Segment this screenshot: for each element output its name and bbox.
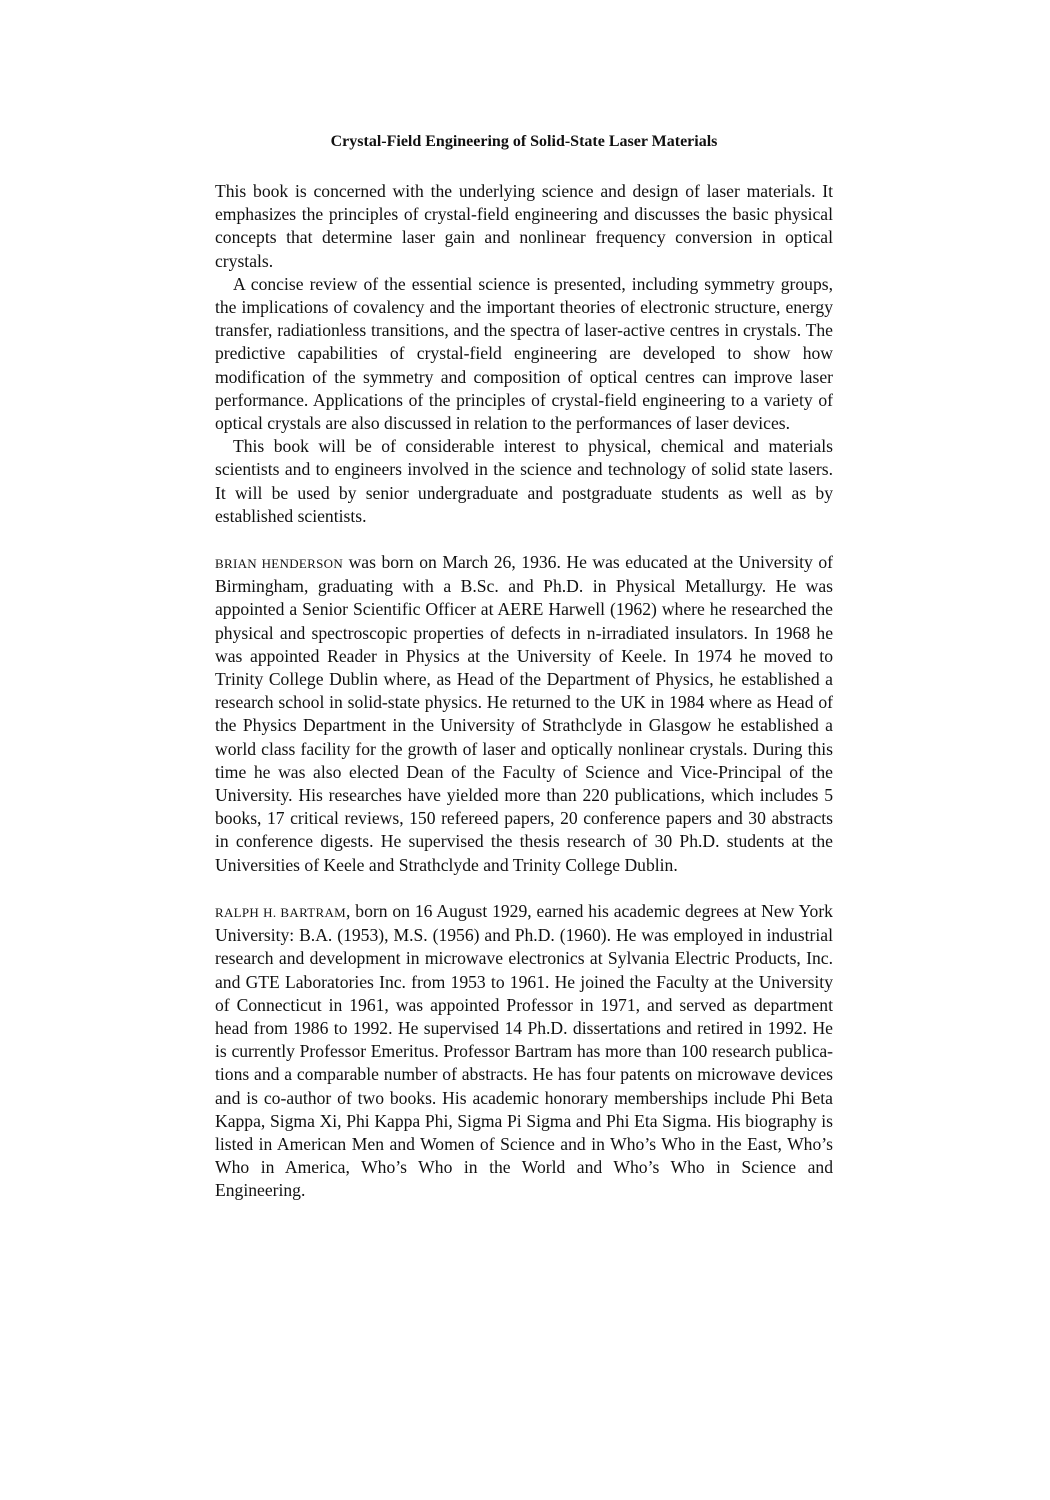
book-blurb-page (215, 130, 833, 1203)
author-bio-text: was born on March 26, 1936. He was educated at the University of Birmingham, graduating with a B.Sc. and Ph.D. in Physical Metallurgy. He was appointed a Senior Scientific Officer at AERE Harwell (1962) where he researched the physical and spectroscopic properties of defects in n-irradiated insulators. In 1968 he was appointed Reader in Physics at the University of Keele. In 1974 he moved to Trinity College Dublin where, as Head of the Department of Physics, he established a research school in solid-state physics. He returned to the UK in 1984 where as Head of the Physics Department in the University of Strathclyde in Glasgow he established a world class facility for the growth of laser and optically nonlinear crystals. During this time he was also elected Dean of the Faculty of Science and Vice-Principal of the University. His researches have yielded more than 220 publications, which includes 5 books, 17 critical reviews, 150 refereed papers, 20 conference papers and 30 abstracts in conference digests. He supervised the thesis research of 30 Ph.D. students at the Universities of Keele and Strathclyde and Trinity College Dublin. (215, 552, 833, 875)
author-name: RALPH H. BARTRAM (215, 904, 347, 920)
description-paragraph-3: This book will be of considerable interest to physical, chemical and materials scientists and to engineers involved in the science and technology of solid state lasers. It will be used by senior undergraduate and postgraduate students as well as by established scientists. (215, 436, 833, 526)
author-bio-henderson (215, 551, 833, 877)
author-bio-bartram (215, 900, 833, 1203)
section-spacer (215, 877, 833, 900)
book-description (215, 180, 833, 528)
description-paragraph-2: A concise review of the essential science is presented, including symmetry groups, the implications of covalency and the important theories of electronic structure, energy transfer, radiationless transitions, and the spectra of laser-active centres in crystals. The predictive capabilities of crystal-field engineering are developed to show how modification of the symmetry and composition of optical centres can improve laser performance. Applications of the principles of crystal-field engineering to a variety of optical crystals are also discussed in relation to the performances of laser devices. (215, 273, 833, 434)
description-paragraph-1: This book is concerned with the underlying science and design of laser materials. It emphasizes the principles of crystal-field engineering and discusses the basic physical concepts that determine laser gain and nonlinear frequency conversion in optical crystals. (215, 181, 833, 271)
author-bio-paragraph (215, 551, 833, 877)
author-bio-text: , born on 16 August 1929, earned his academic degrees at New York University: B.A. (1953), M.S. (1956) and Ph.D. (1960). He was employed in industrial research and development in microwave electronics at Sylvania Electric Products, Inc. and GTE Laboratories Inc. from 1953 to 1961. He joined the Faculty at the University of Connecticut in 1961, was appointed Professor in 1971, and served as department head from 1986 to 1992. He supervised 14 Ph.D. dissertations and retired in 1992. He is currently Professor Emeritus. Professor Bartram has more than 100 research publications and a comparable number of abstracts. He has four patents on microwave devices and is co-author of two books. His academic honorary memberships include Phi Beta Kappa, Sigma Xi, Phi Kappa Phi, Sigma Pi Sigma and Phi Eta Sigma. His biography is listed in American Men and Women of Science and in Who’s Who in the East, Who’s Who in America, Who’s Who in the World and Who’s Who in Science and Engineering. (215, 900, 833, 1201)
book-title: Crystal-Field Engineering of Solid-State Laser Materials (330, 133, 718, 150)
author-bio-paragraph (215, 900, 833, 1203)
section-spacer (215, 528, 833, 551)
author-name: BRIAN HENDERSON (215, 556, 344, 572)
